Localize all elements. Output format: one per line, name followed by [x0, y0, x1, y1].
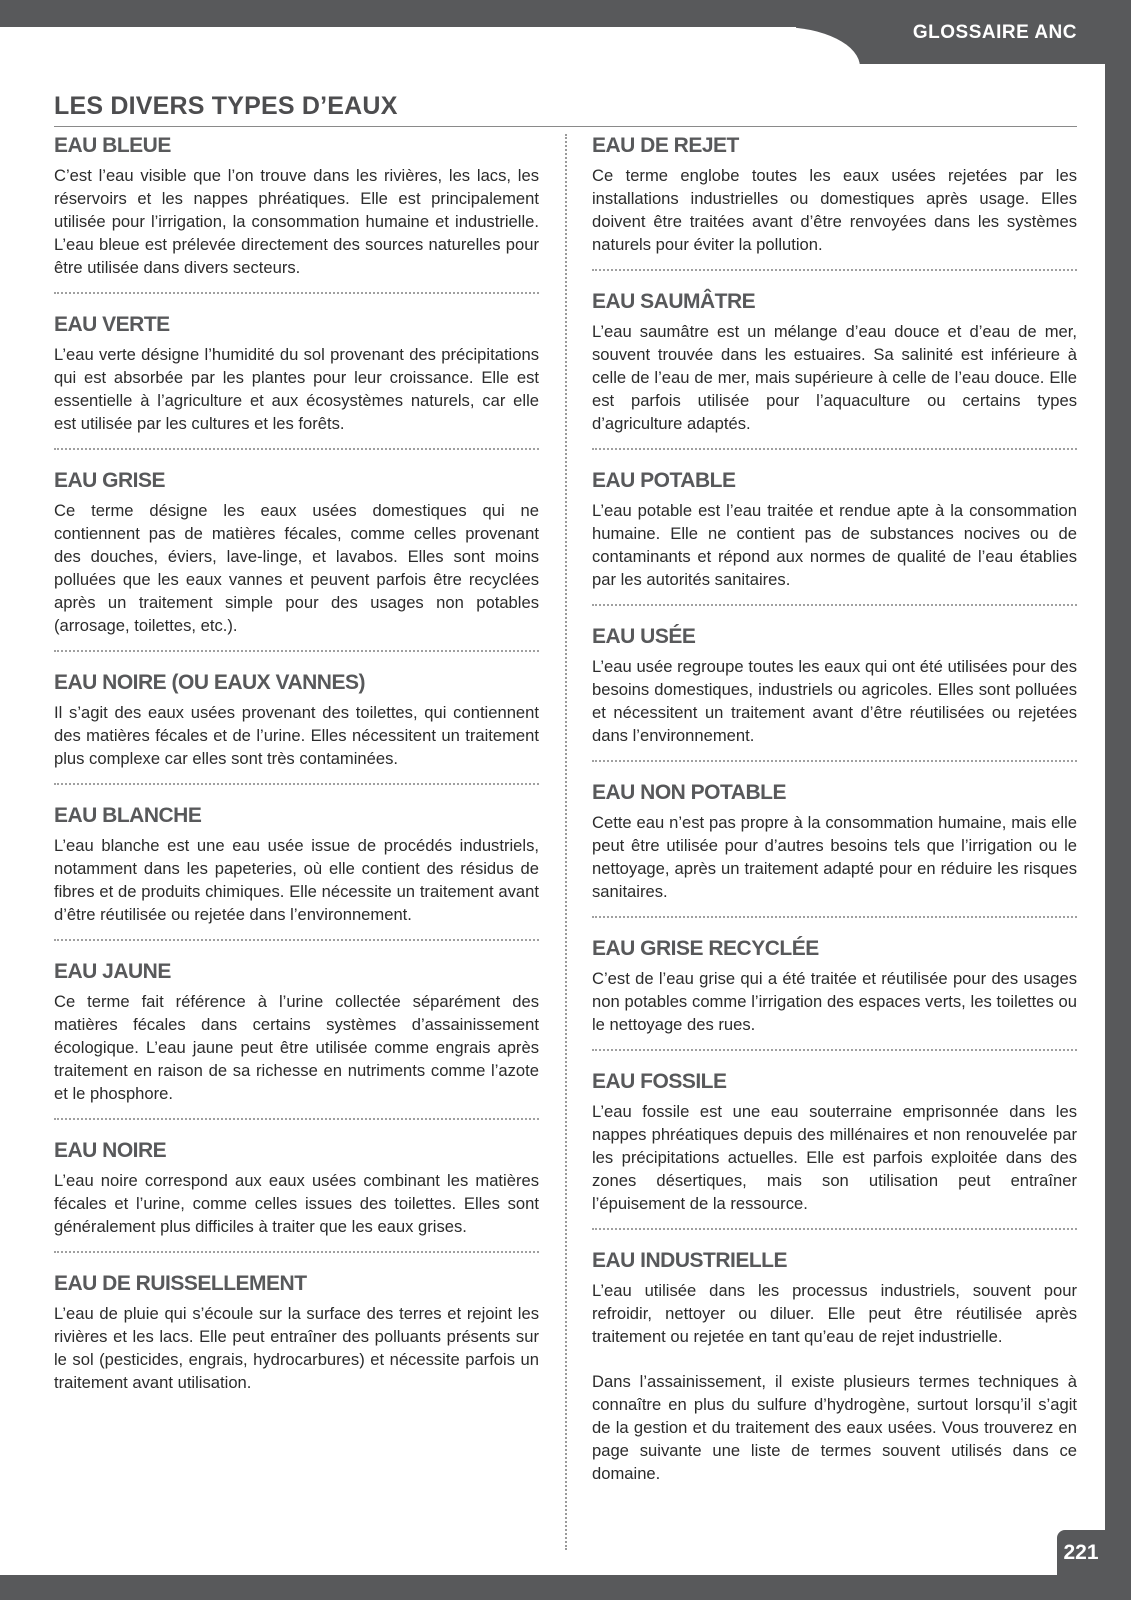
- entry-text: L’eau utilisée dans les processus industriels, souvent pour refroidir, nettoyer ou diluer. Elle peut être réutilisée après traitement ou rejetée en tant qu’eau de rejet industrielle.: [592, 1281, 1077, 1346]
- glossary-entry: [592, 134, 1077, 256]
- entry-text: Ce terme englobe toutes les eaux usées rejetées par les installations industrielles ou domestiques après usage. Elles doivent être traitées avant d’être renvoyées dans les systèmes naturels pour éviter la pollution.: [592, 166, 1077, 254]
- glossary-entry: [54, 671, 539, 770]
- glossary-entry: [592, 781, 1077, 903]
- entry-title: EAU VERTE: [54, 313, 170, 336]
- glossary-entry: [592, 290, 1077, 435]
- glossary-entry: [592, 469, 1077, 591]
- glossary-entry: [592, 1070, 1077, 1215]
- entry-title: EAU FOSSILE: [592, 1070, 727, 1093]
- entry-text: Ce terme désigne les eaux usées domestiques qui ne contiennent pas de matières fécales, comme celles provenant des douches, éviers, lave-linge, et lavabos. Elles sont moins polluées que les eaux vannes et peuvent parfois être recyclées après un traitement simple pour des usages non potables (arrosage, toilettes, etc.).: [54, 501, 539, 635]
- entry-text: L’eau saumâtre est un mélange d’eau douce et d’eau de mer, souvent trouvée dans les estuaires. Sa salinité est inférieure à celle de l’eau de mer, mais supérieure à celle de l’eau douce. Elle est parfois utilisée pour l’aquaculture ou certains types d’agriculture adaptés.: [592, 322, 1077, 433]
- page-number: 221: [1057, 1530, 1105, 1575]
- entry-title: EAU INDUSTRIELLE: [592, 1249, 788, 1272]
- page-title: LES DIVERS TYPES D’EAUX: [54, 92, 398, 120]
- glossary-entry: [54, 134, 539, 279]
- dotted-separator: [54, 939, 539, 941]
- entry-title: EAU SAUMÂTRE: [592, 290, 756, 313]
- entry-text: L’eau fossile est une eau souterraine emprisonnée dans les nappes phréatiques depuis des millénaires et non renouvelée par les précipitations actuelles. Elle est parfois exploitée dans des zones désertiques, mais son utilisation peut entraîner l’épuisement de la ressource.: [592, 1102, 1077, 1213]
- entry-text: L’eau noire correspond aux eaux usées combinant les matières fécales et l’urine, comme celles issues des toilettes. Elles sont généralement plus difficiles à traiter que les eaux grises.: [54, 1171, 539, 1236]
- title-divider: [54, 126, 1077, 127]
- entry-title: EAU JAUNE: [54, 960, 171, 983]
- bottom-edge-bar: [0, 1575, 1131, 1600]
- glossary-entry: [54, 804, 539, 926]
- dotted-separator: [592, 269, 1077, 271]
- header-curve: [0, 27, 860, 77]
- entry-text: L’eau potable est l’eau traitée et rendue apte à la consommation humaine. Elle ne contient pas de substances nocives ou de contaminants et répond aux normes de qualité de l’eau établies par les autorités sanitaires.: [592, 501, 1077, 589]
- entry-title: EAU GRISE RECYCLÉE: [592, 937, 819, 960]
- entry-title: EAU USÉE: [592, 625, 696, 648]
- dotted-separator: [54, 1118, 539, 1120]
- dotted-separator: [592, 604, 1077, 606]
- entry-title: EAU BLANCHE: [54, 804, 202, 827]
- dotted-separator: [592, 448, 1077, 450]
- glossary-entry: [592, 625, 1077, 747]
- closing-paragraph: Dans l’assainissement, il existe plusieurs termes techniques à connaître en plus du sulfure d’hydrogène, surtout lorsqu’il s’agit de la gestion et du traitement des eaux usées. Vous trouverez en page suivante une liste de termes souvent utilisés dans ce domaine.: [592, 1372, 1077, 1483]
- dotted-separator: [592, 1049, 1077, 1051]
- glossary-entry: [54, 313, 539, 435]
- dotted-separator: [592, 1228, 1077, 1230]
- dotted-separator: [54, 1251, 539, 1253]
- entry-text: L’eau blanche est une eau usée issue de procédés industriels, notamment dans les papeteries, où elle contient des résidus de fibres et de produits chimiques. Elle nécessite un traitement avant d’être réutilisée ou rejetée dans l’environnement.: [54, 836, 539, 924]
- entry-title: EAU BLEUE: [54, 134, 171, 157]
- right-column: [592, 134, 1077, 1485]
- glossary-entry: [54, 1272, 539, 1394]
- entry-text: Cette eau n’est pas propre à la consommation humaine, mais elle peut être utilisée pour d’autres besoins tels que l’irrigation ou le nettoyage, après un traitement adapté pour en réduire les risques sanitaires.: [592, 813, 1077, 901]
- glossary-entry: [592, 937, 1077, 1036]
- entry-text: L’eau verte désigne l’humidité du sol provenant des précipitations qui est absorbée par les plantes pour leur croissance. Elle est essentielle à l’agriculture et aux écosystèmes naturels, car elle est utilisée par les cultures et les forêts.: [54, 345, 539, 433]
- column-divider: [565, 134, 567, 1550]
- dotted-separator: [54, 292, 539, 294]
- entry-text: C’est de l’eau grise qui a été traitée et réutilisée pour des usages non potables comme l’irrigation des espaces verts, les toilettes ou le nettoyage des rues.: [592, 969, 1077, 1034]
- entry-title: EAU DE REJET: [592, 134, 739, 157]
- entry-title: EAU GRISE: [54, 469, 166, 492]
- entry-text: L’eau de pluie qui s’écoule sur la surface des terres et rejoint les rivières et les lacs. Elle peut entraîner des polluants présents sur le sol (pesticides, engrais, hydrocarbures) et nécessite parfois un traitement avant utilisation.: [54, 1304, 539, 1392]
- entry-text: Ce terme fait référence à l’urine collectée séparément des matières fécales dans certains systèmes d’assainissement écologique. L’eau jaune peut être utilisée comme engrais après traitement en raison de sa richesse en nutriments comme l’azote et le phosphore.: [54, 992, 539, 1103]
- glossary-entry: [54, 469, 539, 637]
- glossary-entry: [54, 1139, 539, 1238]
- entry-title: EAU POTABLE: [592, 469, 736, 492]
- right-edge-bar: [1105, 64, 1131, 1600]
- left-column: [54, 134, 539, 1394]
- entry-title: EAU NON POTABLE: [592, 781, 786, 804]
- entry-title: EAU NOIRE (OU EAUX VANNES): [54, 671, 365, 694]
- dotted-separator: [54, 650, 539, 652]
- dotted-separator: [592, 916, 1077, 918]
- entry-title: EAU DE RUISSELLEMENT: [54, 1272, 307, 1295]
- dotted-separator: [54, 783, 539, 785]
- section-header-title: GLOSSAIRE ANC: [912, 22, 1077, 43]
- glossary-entry: [54, 960, 539, 1105]
- dotted-separator: [54, 448, 539, 450]
- glossary-entry: [592, 1249, 1077, 1348]
- dotted-separator: [592, 760, 1077, 762]
- entry-title: EAU NOIRE: [54, 1139, 167, 1162]
- entry-text: L’eau usée regroupe toutes les eaux qui ont été utilisées pour des besoins domestiques, industriels ou agricoles. Elles sont polluées et nécessitent un traitement avant d’être réutilisées ou rejetées dans l’environnement.: [592, 657, 1077, 745]
- entry-text: Il s’agit des eaux usées provenant des toilettes, qui contiennent des matières fécales et de l’urine. Elles nécessitent un traitement plus complexe car elles sont très contaminées.: [54, 703, 539, 768]
- entry-text: C’est l’eau visible que l’on trouve dans les rivières, les lacs, les réservoirs et les nappes phréatiques. Elle est principalement utilisée pour l’irrigation, la consommation humaine et industrielle. L’eau bleue est prélevée directement des sources naturelles pour être utilisée dans divers secteurs.: [54, 166, 539, 277]
